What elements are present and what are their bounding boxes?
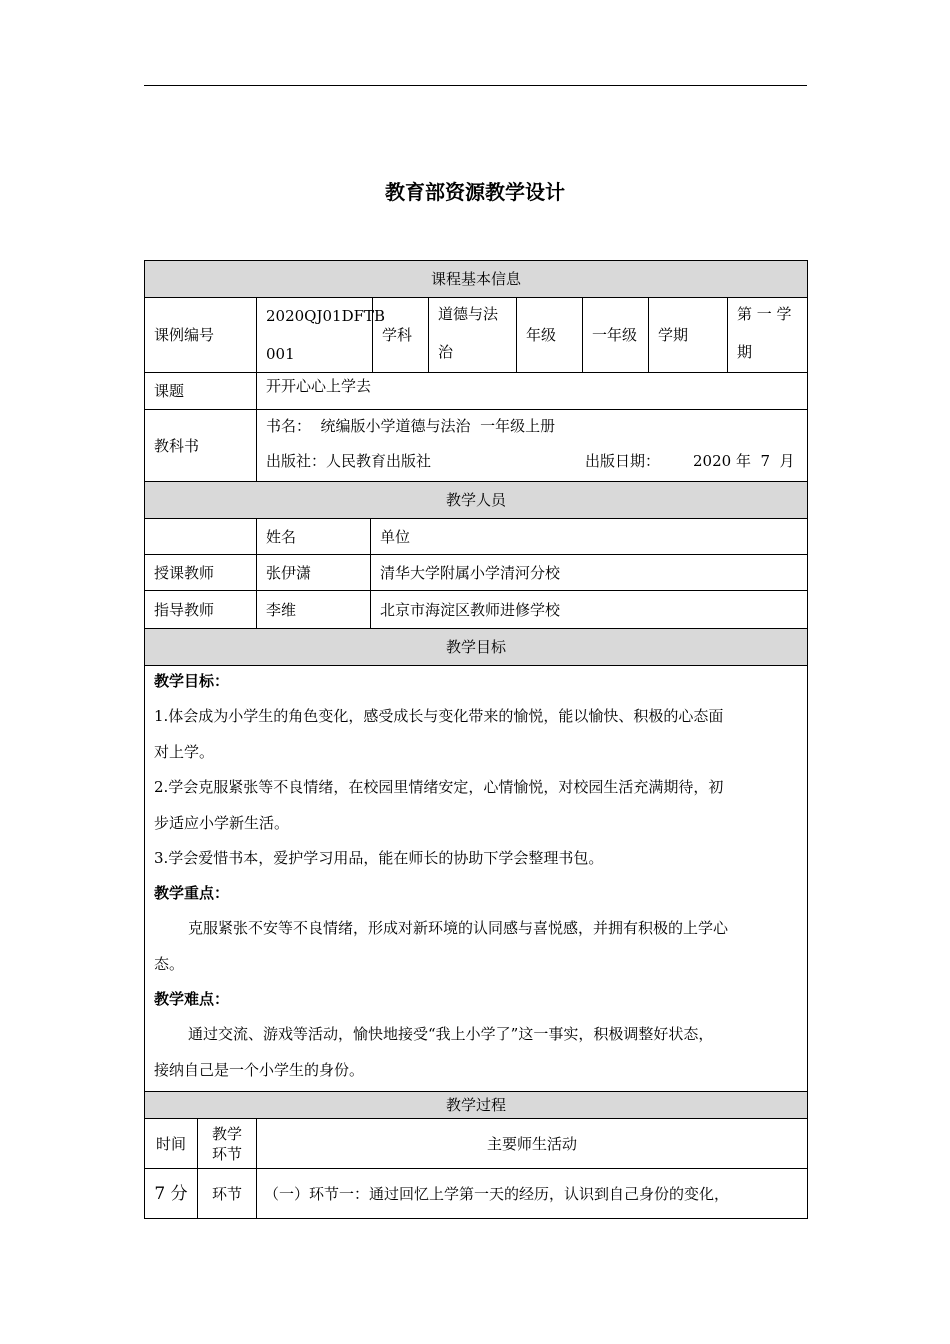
term-label: 学期 xyxy=(648,297,728,373)
staff-role: 授课教师 xyxy=(144,554,257,591)
publisher: 出版社：人民教育出版社 xyxy=(266,452,432,470)
section-header-staff: 教学人员 xyxy=(144,481,808,519)
key-points-heading: 教学重点： xyxy=(154,884,230,902)
lesson-design-table xyxy=(144,260,808,1219)
process-col-time: 时间 xyxy=(144,1118,198,1169)
section-header-process: 教学过程 xyxy=(144,1091,808,1119)
goal-1-line-1: 1.体会成为小学生的角色变化，感受成长与变化带来的愉悦，能以愉快、积极的心态面 xyxy=(154,707,724,725)
case-number-line1: 2020QJ01DFTB xyxy=(266,307,386,325)
textbook-label: 教科书 xyxy=(144,409,257,482)
goals-heading: 教学目标： xyxy=(154,672,230,690)
staff-name: 李维 xyxy=(256,590,371,629)
process-col-step-line2: 环节 xyxy=(211,1144,242,1163)
goal-2-line-1: 2.学会克服紧张等不良情绪，在校园里情绪安定，心情愉悦，对校园生活充满期待，初 xyxy=(154,778,724,796)
staff-unit: 北京市海淀区教师进修学校 xyxy=(370,590,808,629)
term-line2: 期 xyxy=(737,343,753,361)
staff-header-name: 姓名 xyxy=(256,518,371,555)
subject-label: 学科 xyxy=(372,297,429,373)
term-line1: 第 一 学 xyxy=(737,305,792,323)
process-col-activity: 主要师生活动 xyxy=(256,1118,808,1169)
process-col-step-line1: 教学 xyxy=(211,1124,242,1143)
document-title: 教育部资源教学设计 xyxy=(385,180,565,204)
section-header-basic-info: 课程基本信息 xyxy=(144,260,808,298)
staff-unit: 清华大学附属小学清河分校 xyxy=(370,554,808,591)
header-rule xyxy=(144,85,807,86)
staff-name: 张伊潇 xyxy=(256,554,371,591)
topic-value: 开开心心上学去 xyxy=(256,372,808,410)
process-row-time: 7 分 xyxy=(144,1168,198,1219)
grade-value: 一年级 xyxy=(582,297,649,373)
key-points-line-2: 态。 xyxy=(154,955,185,973)
section-header-goals: 教学目标 xyxy=(144,628,808,666)
case-number-label: 课例编号 xyxy=(144,297,257,373)
process-row-step: 环节 xyxy=(197,1168,257,1219)
goals-content xyxy=(144,665,808,1092)
process-col-step xyxy=(197,1118,257,1169)
case-number-line2: 001 xyxy=(266,345,295,363)
difficulties-line-1: 通过交流、游戏等活动，愉快地接受“我上小学了”这一事实，积极调整好状态， xyxy=(188,1025,714,1043)
key-points-line-1: 克服紧张不安等不良情绪，形成对新环境的认同感与喜悦感，并拥有积极的上学心 xyxy=(188,919,729,937)
textbook-info xyxy=(256,409,808,482)
goal-2-line-2: 步适应小学新生活。 xyxy=(154,814,290,832)
book-name: 书名： 统编版小学道德与法治 一年级上册 xyxy=(266,417,556,435)
process-row-activity: （一）环节一：通过回忆上学第一天的经历，认识到自己身份的变化， xyxy=(256,1168,808,1219)
goal-1-line-2: 对上学。 xyxy=(154,743,215,761)
subject-line2: 治 xyxy=(438,343,454,361)
staff-header-blank xyxy=(144,518,257,555)
staff-header-unit: 单位 xyxy=(370,518,808,555)
topic-label: 课题 xyxy=(144,372,257,410)
case-number-value xyxy=(256,297,386,373)
grade-label: 年级 xyxy=(516,297,583,373)
difficulties-line-2: 接纳自己是一个小学生的身份。 xyxy=(154,1061,365,1079)
pub-date-value: 2020 年 7 月 xyxy=(693,452,795,470)
goal-3: 3.学会爱惜书本，爱护学习用品，能在师长的协助下学会整理书包。 xyxy=(154,849,604,867)
term-value xyxy=(727,297,808,373)
pub-date-label: 出版日期： xyxy=(585,452,661,470)
subject-line1: 道德与法 xyxy=(438,305,499,323)
subject-value xyxy=(428,297,517,373)
staff-role: 指导教师 xyxy=(144,590,257,629)
difficulties-heading: 教学难点： xyxy=(154,990,230,1008)
